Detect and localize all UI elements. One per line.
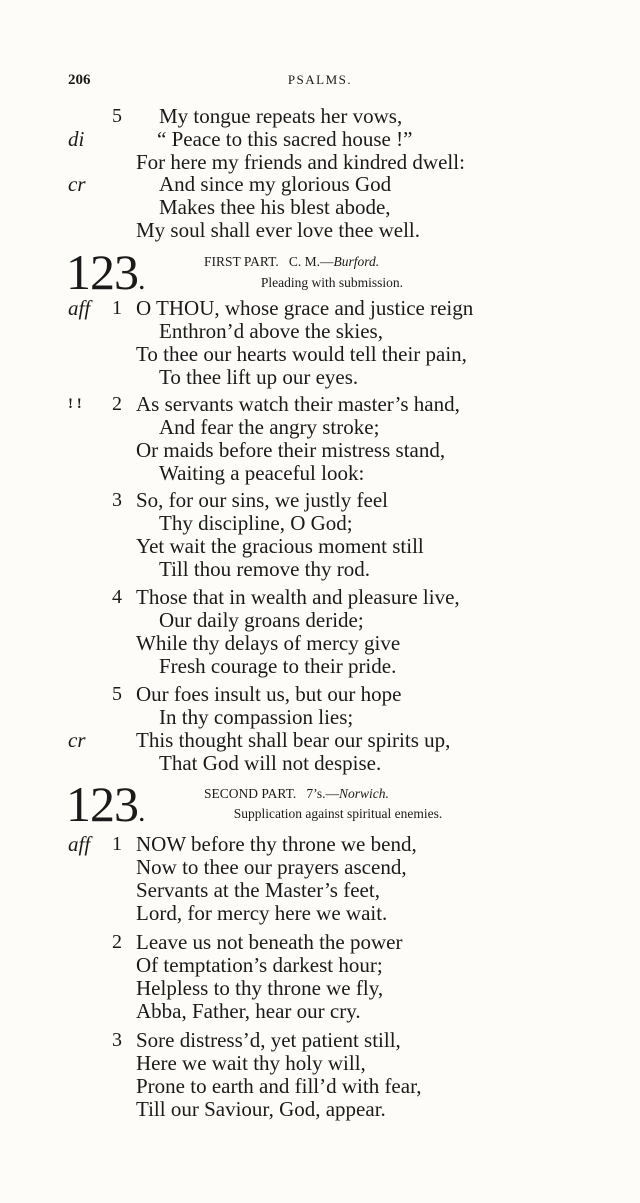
page-header [0,72,640,92]
hymn-line: Thy discipline, O God; [159,511,353,535]
hymn-number: 123. [66,244,145,300]
hymn-line: Till thou remove thy rod. [159,557,370,581]
verse-number: 3 [112,1029,122,1051]
tune-name: Norwich. [338,786,389,801]
verse-number: 4 [112,586,122,608]
verse-number: 2 [112,393,122,415]
hymn-line: Till our Saviour, God, appear. [136,1097,386,1121]
hymn-line: “ Peace to this sacred house !” [157,127,413,151]
dynamics-mark: cr [68,728,86,752]
hymn-line: This thought shall bear our spirits up, [136,728,451,752]
dynamics-mark: cr [68,172,86,196]
verse-number: 2 [112,931,122,953]
hymn-line: Lord, for mercy here we wait. [136,901,388,925]
hymn-line: Helpless to thy throne we fly, [136,976,384,1000]
hymn-line: Or maids before their mistress stand, [136,438,446,462]
verse-number: 5 [112,105,122,127]
hymn-heading [204,785,389,803]
hymn-line: Yet wait the gracious moment still [136,534,424,558]
hymn-line: Of temptation’s darkest hour; [136,953,383,977]
hymn-line: To thee lift up our eyes. [159,365,359,389]
hymn-line: So, for our sins, we justly feel [136,488,388,512]
part-label: SECOND PART. [204,786,297,801]
meter-label: 7’s.— [306,786,339,801]
verse-number: 5 [112,683,122,705]
hymn-number: 123. [66,776,145,832]
hymn-line: Abba, Father, hear our cry. [136,999,361,1023]
hymn-line: Servants at the Master’s feet, [136,878,380,902]
hymn-line: O THOU, whose grace and justice reign [136,296,474,320]
tune-name: Burford. [333,254,380,269]
hymn-subtitle: Pleading with submission. [260,275,404,290]
hymn-line: Makes thee his blest abode, [159,195,391,219]
hymn-subtitle: Supplication against spiritual enemies. [233,806,443,821]
hymn-line: Those that in wealth and pleasure live, [136,585,460,609]
hymn-line: And fear the angry stroke; [159,415,380,439]
verse-number: 1 [112,833,122,855]
hymn-line: NOW before thy throne we bend, [136,832,417,856]
hymn-line: Our daily groans deride; [159,608,364,632]
hymn-line: Enthron’d above the skies, [159,319,383,343]
hymn-line: Sore distress’d, yet patient still, [136,1028,401,1052]
dynamics-mark: aff [68,832,91,856]
page-number: 206 [68,72,91,88]
hymn-line: My tongue repeats her vows, [159,104,403,128]
hymn-line: To thee our hearts would tell their pain, [136,342,467,366]
dynamics-mark: di [68,127,85,151]
hymn-line: Leave us not beneath the power [136,930,403,954]
hymn-line: Prone to earth and fill’d with fear, [136,1074,422,1098]
hymn-line: For here my friends and kindred dwell: [136,150,465,174]
hymn-line: Here we wait thy holy will, [136,1051,366,1075]
dynamics-mark: ! ! [68,396,82,412]
hymn-line: In thy compassion lies; [159,705,354,729]
hymn-line: My soul shall ever love thee well. [136,218,421,242]
hymn-line: Waiting a peaceful look: [159,461,365,485]
dynamics-mark: aff [68,296,91,320]
hymn-line: Now to thee our prayers ascend, [136,855,407,879]
verse-number: 3 [112,489,122,511]
hymn-line: Fresh courage to their pride. [159,654,397,678]
hymn-line: And since my glorious God [159,172,392,196]
hymn-line: As servants watch their master’s hand, [136,392,460,416]
verse-number: 1 [112,297,122,319]
running-title: PSALMS. [287,72,353,87]
part-label: FIRST PART. [204,254,279,269]
meter-label: C. M.— [288,254,334,269]
hymn-line: Our foes insult us, but our hope [136,682,402,706]
hymn-heading [204,253,379,271]
hymn-line: While thy delays of mercy give [136,631,401,655]
hymn-line: That God will not despise. [159,751,382,775]
